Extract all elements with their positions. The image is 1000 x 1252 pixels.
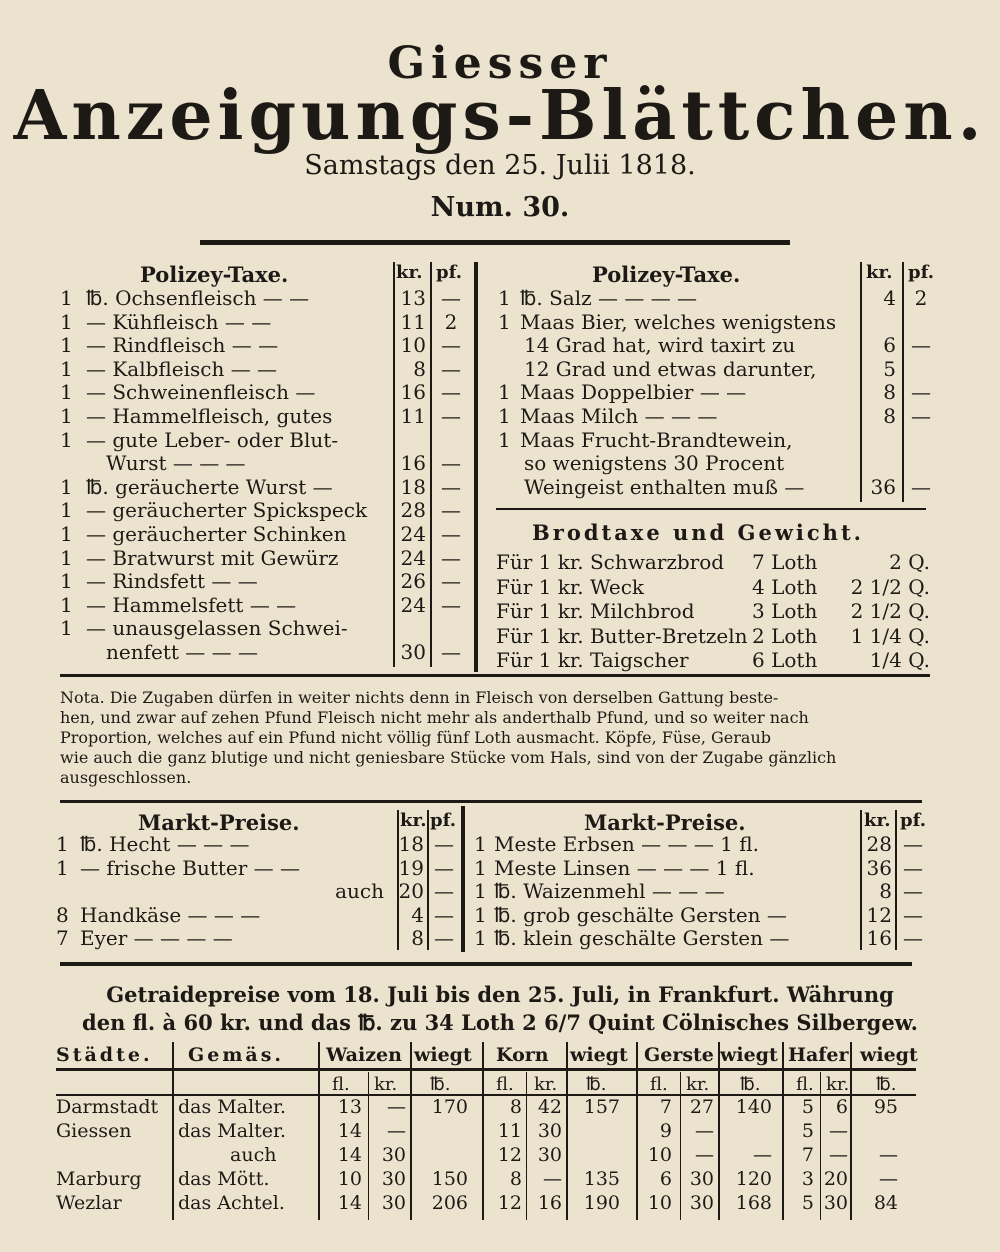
row-kr: 18 (398, 832, 424, 856)
row-item: so wenigstens 30 Procent (524, 451, 785, 476)
header-staedte: Städte. (56, 1044, 153, 1066)
divider (393, 262, 395, 667)
column-divider (782, 1042, 784, 1220)
row-item: — geräucherter Schinken (86, 522, 347, 546)
row-pf: — (903, 832, 923, 856)
masthead-line1: Giesser (387, 38, 613, 89)
row-value: 30 (537, 1120, 562, 1142)
divider (397, 810, 399, 950)
polizey-left-kr-header: kr. (396, 262, 423, 283)
row-quantity: 1 (498, 404, 511, 428)
row-quantity: 1 (56, 832, 69, 856)
subheader-fl: fl. (796, 1074, 814, 1095)
row-value: — (695, 1144, 714, 1166)
row-pf: — (441, 640, 461, 664)
row-kr: 24 (400, 545, 426, 570)
row-value: 150 (431, 1168, 468, 1190)
row-value: 8 (509, 1168, 522, 1190)
bread-loth: 3 Loth (752, 599, 818, 623)
row-kr: 8 (879, 879, 892, 904)
row-kr: 6 (883, 333, 896, 358)
row-pf: — (441, 333, 461, 358)
divider (427, 810, 429, 950)
row-item: Meste Erbsen — — — 1 fl. (494, 832, 759, 856)
markt-left-heading: Markt-Preise. (138, 810, 300, 835)
row-item: Wurst — — — (106, 451, 246, 476)
row-value: 30 (823, 1192, 848, 1214)
row-value: 14 (337, 1120, 362, 1142)
row-city: Darmstadt (56, 1096, 159, 1118)
row-quantity: 1 (498, 380, 511, 405)
row-pf: — (434, 926, 454, 951)
bread-item: Für 1 kr. Butter-Bretzeln (496, 623, 748, 648)
row-pf: — (441, 451, 461, 476)
row-value: — (387, 1120, 406, 1142)
row-kr: 8 (883, 380, 896, 405)
row-city: Marburg (56, 1168, 142, 1190)
row-pf: — (903, 926, 923, 951)
row-value: 140 (735, 1096, 772, 1118)
row-pf: — (903, 879, 923, 904)
row-value: 30 (537, 1144, 562, 1166)
header-gemaes: Gemäs. (188, 1044, 285, 1066)
row-kr: 12 (866, 902, 892, 927)
subheader-lb: ℔. (876, 1074, 897, 1095)
subheader-fl: fl. (650, 1074, 668, 1095)
row-value: 6 (659, 1168, 672, 1190)
row-kr: 24 (400, 592, 426, 617)
header-hafer: Hafer (788, 1044, 849, 1066)
issue-number: Num. 30. (430, 192, 570, 223)
row-value: 10 (647, 1144, 672, 1166)
row-value: — (879, 1168, 898, 1190)
row-item: Weingeist enthalten muß — (524, 474, 805, 499)
row-value: 95 (873, 1096, 898, 1118)
row-pf: — (441, 522, 461, 546)
row-item: Maas Frucht-Brandtewein, (520, 427, 793, 452)
row-item: — Kühfleisch — — (86, 309, 272, 334)
row-quantity: 1 (60, 616, 73, 641)
row-item: ℔. klein geschälte Gersten — (494, 926, 790, 951)
row-kr: 16 (400, 380, 426, 405)
divider (860, 262, 862, 502)
row-value: 12 (497, 1192, 522, 1214)
row-item: Maas Doppelbier — — (520, 380, 747, 405)
row-value: 10 (647, 1192, 672, 1214)
row-value: 14 (337, 1192, 362, 1214)
bread-quint: 2 1/2 Q. (850, 574, 930, 599)
bread-quint: 1/4 Q. (869, 648, 930, 672)
row-pf: — (441, 404, 461, 428)
row-kr: 20 (398, 879, 424, 904)
row-kr: 28 (400, 498, 426, 523)
row-value: — (753, 1144, 772, 1166)
getraide-title-line1: Getraidepreise vom 18. Juli bis den 25. Juli, in Frankfurt. Währung (106, 982, 894, 1007)
table-rule (56, 1068, 916, 1071)
bread-item: Für 1 kr. Schwarzbrod (496, 550, 725, 574)
masthead-rule (200, 240, 790, 245)
row-quantity: 1 (60, 333, 73, 358)
row-item: ℔. Hecht — — — (80, 832, 250, 856)
section-rule (60, 800, 922, 803)
subheader-fl: fl. (332, 1074, 350, 1095)
markt-right-kr-header: kr. (864, 810, 891, 831)
row-pf: — (441, 592, 461, 617)
row-quantity: 1 (498, 286, 511, 310)
row-value: 13 (337, 1096, 362, 1118)
divider (895, 810, 897, 950)
row-kr: 16 (400, 451, 426, 476)
row-pf: — (441, 569, 461, 594)
row-item: Handkäse — — — (80, 902, 261, 927)
subheader-fl: fl. (496, 1074, 514, 1095)
section-rule (60, 962, 912, 966)
row-value: 11 (497, 1120, 522, 1142)
row-value: — (543, 1168, 562, 1190)
row-measure: das Achtel. (178, 1192, 285, 1214)
row-item: Eyer — — — — (80, 926, 233, 951)
row-pf: — (441, 474, 461, 499)
row-value: 9 (659, 1120, 672, 1142)
row-value: — (829, 1120, 848, 1142)
row-quantity: 8 (56, 902, 69, 927)
nota-text (60, 688, 940, 788)
row-kr: 11 (400, 309, 426, 334)
row-measure: das Mött. (178, 1168, 270, 1190)
subheader-lb: ℔. (430, 1074, 451, 1095)
row-kr: 8 (411, 926, 424, 951)
subcolumn-divider (820, 1072, 821, 1220)
row-quantity: 1 (60, 545, 73, 570)
brodtaxe-heading: Brodtaxe und Gewicht. (532, 520, 864, 545)
row-value: — (695, 1120, 714, 1142)
row-quantity: 1 (474, 926, 487, 951)
row-quantity: 1 (474, 855, 487, 880)
row-value: 30 (381, 1168, 406, 1190)
nota-line: hen, und zwar auf zehen Pfund Fleisch nicht mehr als anderthalb Pfund, und so weiter nach (60, 708, 809, 727)
row-value: 8 (509, 1096, 522, 1118)
row-quantity: 1 (60, 569, 73, 594)
divider (860, 810, 862, 950)
row-value: 3 (801, 1168, 814, 1190)
header-wiegt: wiegt (570, 1044, 628, 1066)
row-value: 7 (659, 1096, 672, 1118)
row-value: 5 (801, 1192, 814, 1214)
row-item: Maas Bier, welches wenigstens (520, 309, 837, 334)
row-city: Wezlar (56, 1192, 122, 1214)
row-kr: 36 (870, 474, 896, 499)
polizey-left-heading: Polizey-Taxe. (140, 262, 289, 287)
row-pf: — (441, 380, 461, 405)
row-value: 16 (537, 1192, 562, 1214)
row-kr: 24 (400, 522, 426, 546)
row-measure: das Malter. (178, 1120, 287, 1142)
subheader-kr: kr. (826, 1074, 850, 1095)
column-divider (482, 1042, 484, 1220)
row-quantity: 1 (60, 286, 73, 310)
row-item: — frische Butter — — (80, 855, 301, 880)
row-item: Meste Linsen — — — 1 fl. (494, 855, 755, 880)
row-value: 14 (337, 1144, 362, 1166)
row-value: 170 (431, 1096, 468, 1118)
row-item: — gute Leber- oder Blut- (86, 427, 339, 452)
row-value: 12 (497, 1144, 522, 1166)
subheader-kr: kr. (374, 1074, 398, 1095)
row-kr: 11 (400, 404, 426, 428)
row-quantity: 1 (60, 592, 73, 617)
row-kr: 4 (883, 286, 896, 310)
divider (902, 262, 904, 502)
row-kr: 36 (866, 855, 892, 880)
section-rule (60, 674, 930, 677)
divider (430, 262, 432, 667)
row-value: 20 (823, 1168, 848, 1190)
row-quantity: 7 (56, 926, 69, 951)
row-pf: 2 (444, 309, 458, 334)
row-item: — Rindsfett — — (86, 569, 258, 594)
bread-quint: 1 1/4 Q. (850, 623, 930, 648)
column-divider (636, 1042, 638, 1220)
row-value: 30 (381, 1144, 406, 1166)
bread-quint: 2 Q. (889, 550, 930, 574)
column-divider (318, 1042, 320, 1220)
markt-right-pf-header: pf. (900, 810, 926, 831)
row-kr: 13 (400, 286, 426, 310)
markt-right-heading: Markt-Preise. (584, 810, 746, 835)
bread-loth: 7 Loth (752, 550, 818, 574)
row-kr: 8 (883, 404, 896, 428)
row-pf: — (441, 356, 461, 381)
row-value: 84 (873, 1192, 898, 1214)
row-pf: — (911, 333, 931, 358)
row-pf: — (441, 498, 461, 523)
row-quantity: 1 (474, 902, 487, 927)
row-value: 10 (337, 1168, 362, 1190)
subcolumn-divider (526, 1072, 527, 1220)
markt-left-pf-header: pf. (430, 810, 456, 831)
row-kr: 5 (883, 356, 896, 381)
row-kr: 8 (413, 356, 426, 381)
nota-line: Nota. Die Zugaben dürfen in weiter nichts denn in Fleisch von derselben Gattung beste- (60, 688, 779, 707)
row-quantity: 1 (56, 855, 69, 880)
row-item: — Hammelfleisch, gutes (86, 404, 333, 428)
subcolumn-divider (368, 1072, 369, 1220)
subheader-lb: ℔. (586, 1074, 607, 1095)
getraide-title-line2: den fl. à 60 kr. und das ℔. zu 34 Loth 2 6/7 Quint Cölnisches Silbergew. (82, 1010, 918, 1035)
bread-loth: 4 Loth (752, 574, 818, 599)
row-value: 27 (689, 1096, 714, 1118)
row-value: 30 (689, 1192, 714, 1214)
row-value: 42 (537, 1096, 562, 1118)
row-pf: — (903, 902, 923, 927)
row-value: 190 (583, 1192, 620, 1214)
polizey-right-kr-header: kr. (866, 262, 893, 283)
polizey-left-pf-header: pf. (436, 262, 462, 283)
subheader-kr: kr. (534, 1074, 558, 1095)
row-city: Giessen (56, 1120, 132, 1142)
row-measure: das Malter. (178, 1096, 287, 1118)
row-item: — Hammelsfett — — (86, 592, 297, 617)
row-value: 5 (801, 1096, 814, 1118)
bread-quint: 2 1/2 Q. (850, 599, 930, 623)
row-kr: 30 (400, 640, 426, 664)
polizey-right-heading: Polizey-Taxe. (592, 262, 741, 287)
row-pf: — (911, 404, 931, 428)
row-kr: 26 (400, 569, 426, 594)
nota-line: ausgeschlossen. (60, 768, 192, 787)
row-value: — (829, 1144, 848, 1166)
bread-item: Für 1 kr. Weck (496, 574, 645, 599)
row-kr: 16 (866, 926, 892, 951)
row-item: nenfett — — — (106, 640, 258, 664)
row-kr: 4 (411, 902, 424, 927)
row-quantity: 1 (60, 498, 73, 523)
row-pf: — (903, 855, 923, 880)
masthead-title: Anzeigungs-Blättchen. (13, 76, 987, 156)
subheader-kr: kr. (686, 1074, 710, 1095)
row-kr: 28 (866, 832, 892, 856)
row-item: Maas Milch — — — (520, 404, 718, 428)
row-pf: — (434, 855, 454, 880)
row-value: — (387, 1096, 406, 1118)
row-item: ℔. grob geschälte Gersten — (494, 902, 787, 927)
row-quantity: 1 (60, 356, 73, 381)
center-divider (461, 806, 465, 952)
center-divider (474, 262, 478, 672)
row-value: 168 (735, 1192, 772, 1214)
row-quantity: 1 (474, 832, 487, 856)
row-value: 206 (431, 1192, 468, 1214)
row-item: — Schweinenfleisch — (86, 380, 316, 405)
header-waizen: Waizen (326, 1044, 402, 1066)
column-divider (172, 1042, 174, 1220)
issue-date: Samstags den 25. Julii 1818. (304, 150, 696, 181)
row-quantity: 1 (60, 380, 73, 405)
header-korn: Korn (496, 1044, 549, 1066)
subcolumn-divider (680, 1072, 681, 1220)
row-item: — unausgelassen Schwei- (86, 616, 348, 641)
row-quantity: 1 (60, 309, 73, 334)
row-quantity: 1 (60, 404, 73, 428)
row-item: — geräucherter Spickspeck (86, 498, 368, 523)
row-item: — Bratwurst mit Gewürz (86, 545, 339, 570)
bread-item: Für 1 kr. Milchbrod (496, 599, 695, 623)
brodtaxe-rule (496, 508, 926, 510)
row-quantity: 1 (60, 427, 73, 452)
row-value: 6 (835, 1096, 848, 1118)
subheader-lb: ℔. (740, 1074, 761, 1095)
row-pf: — (441, 286, 461, 310)
nota-line: wie auch die ganz blutige und nicht geniesbare Stücke vom Hals, sind von der Zugabe gänzlich (60, 748, 837, 767)
nota-line: Proportion, welches auf ein Pfund nicht völlig fünf Loth ausmacht. Köpfe, Füse, Geraub (60, 728, 771, 747)
row-value: 135 (583, 1168, 620, 1190)
row-item: ℔. geräucherte Wurst — (86, 474, 333, 499)
row-kr: 18 (400, 474, 426, 499)
row-pf: — (911, 380, 931, 405)
row-item: 14 Grad hat, wird taxirt zu (524, 333, 796, 358)
row-pf: — (434, 832, 454, 856)
row-pf: — (434, 879, 454, 904)
row-quantity: 1 (60, 474, 73, 499)
row-value: 5 (801, 1120, 814, 1142)
row-item: ℔. Waizenmehl — — — (494, 879, 725, 904)
row-item: — Rindfleisch — — (86, 333, 279, 358)
row-value: 30 (381, 1192, 406, 1214)
row-quantity: 1 (474, 879, 487, 904)
row-value: 7 (801, 1144, 814, 1166)
row-item: ℔. Salz — — — — (520, 286, 698, 310)
bread-item: Für 1 kr. Taigscher (496, 648, 689, 672)
row-pf: 2 (914, 286, 928, 310)
bread-loth: 2 Loth (752, 623, 818, 648)
row-value: — (879, 1144, 898, 1166)
row-item: 12 Grad und etwas darunter, (524, 356, 817, 381)
markt-left-kr-header: kr. (400, 810, 427, 831)
header-gerste: Gerste (644, 1044, 714, 1066)
row-measure: auch (230, 1144, 277, 1166)
row-value: 157 (583, 1096, 620, 1118)
header-wiegt: wiegt (414, 1044, 472, 1066)
row-quantity: 1 (498, 309, 511, 334)
row-value: 30 (689, 1168, 714, 1190)
header-wiegt: wiegt (720, 1044, 778, 1066)
row-item: auch (335, 879, 384, 904)
polizey-right-pf-header: pf. (908, 262, 934, 283)
row-value: 120 (735, 1168, 772, 1190)
row-pf: — (911, 474, 931, 499)
bread-loth: 6 Loth (752, 648, 818, 672)
row-item: — Kalbfleisch — — (86, 356, 278, 381)
row-quantity: 1 (498, 427, 511, 452)
row-item: ℔. Ochsenfleisch — — (86, 286, 310, 310)
row-kr: 10 (400, 333, 426, 358)
row-kr: 19 (398, 855, 424, 880)
header-wiegt: wiegt (860, 1044, 918, 1066)
row-quantity: 1 (60, 522, 73, 546)
row-pf: — (434, 902, 454, 927)
row-pf: — (441, 545, 461, 570)
